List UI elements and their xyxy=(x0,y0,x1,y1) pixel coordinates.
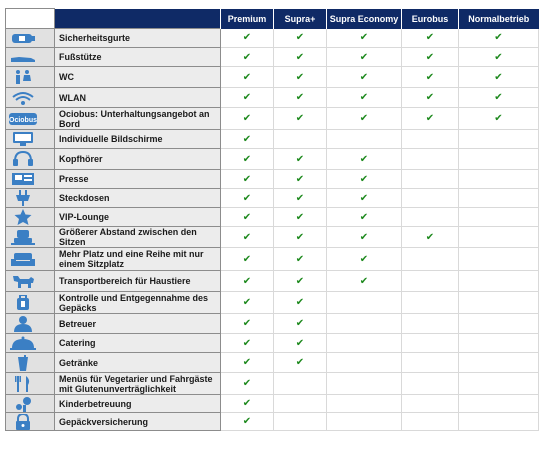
cell-supra-plus xyxy=(274,292,327,314)
cell-supra-plus xyxy=(274,67,327,88)
cell-normalbetrieb xyxy=(459,67,539,88)
cell-eurobus xyxy=(402,353,459,373)
cell-premium xyxy=(221,208,274,227)
cell-premium xyxy=(221,189,274,208)
row-label: Steckdosen xyxy=(55,189,221,208)
cell-premium xyxy=(221,170,274,189)
check-icon: ✔ xyxy=(242,92,252,103)
cell-supra-plus xyxy=(274,108,327,130)
check-icon: ✔ xyxy=(242,398,252,409)
cell-normalbetrieb xyxy=(459,170,539,189)
row-icon-cell xyxy=(6,149,55,170)
cell-supra-economy xyxy=(327,67,402,88)
cell-premium xyxy=(221,248,274,271)
check-icon: ✔ xyxy=(359,173,369,185)
cell-supra-plus xyxy=(274,353,327,373)
cell-eurobus xyxy=(402,149,459,170)
cell-normalbetrieb xyxy=(459,149,539,170)
table-row xyxy=(6,413,539,431)
cell-normalbetrieb xyxy=(459,413,539,431)
cell-normalbetrieb xyxy=(459,227,539,248)
cell-supra-plus xyxy=(274,271,327,292)
childcare-icon xyxy=(9,396,37,412)
check-icon: ✔ xyxy=(359,113,369,124)
cell-normalbetrieb xyxy=(459,395,539,413)
comparison-table-wrapper xyxy=(5,8,538,431)
row-label: Getränke xyxy=(55,353,221,373)
row-icon-cell xyxy=(6,395,55,413)
lock-icon xyxy=(9,414,37,430)
cell-normalbetrieb xyxy=(459,108,539,130)
check-icon: ✔ xyxy=(295,357,305,368)
check-icon: ✔ xyxy=(295,71,305,83)
header-label-cell xyxy=(55,9,221,29)
check-icon: ✔ xyxy=(242,297,252,308)
cell-eurobus xyxy=(402,334,459,353)
row-icon-cell xyxy=(6,248,55,271)
row-icon-cell xyxy=(6,189,55,208)
row-icon-cell xyxy=(6,373,55,395)
cell-supra-economy xyxy=(327,334,402,353)
row-icon-cell xyxy=(6,130,55,149)
cell-premium xyxy=(221,413,274,431)
screen-icon xyxy=(9,131,37,147)
row-label: Größerer Abstand zwischen den Sitzen xyxy=(55,227,221,248)
dog-icon xyxy=(9,273,37,289)
cell-supra-economy xyxy=(327,48,402,67)
wifi-icon xyxy=(9,90,37,106)
cell-normalbetrieb xyxy=(459,88,539,108)
check-icon: ✔ xyxy=(295,113,305,124)
check-icon: ✔ xyxy=(295,297,305,308)
check-icon: ✔ xyxy=(359,211,369,223)
cell-premium xyxy=(221,271,274,292)
headphones-icon xyxy=(9,151,37,167)
cell-supra-plus xyxy=(274,130,327,149)
catering-icon xyxy=(9,335,37,351)
check-icon: ✔ xyxy=(425,71,435,83)
cell-supra-plus xyxy=(274,334,327,353)
cell-supra-economy xyxy=(327,353,402,373)
cell-normalbetrieb xyxy=(459,130,539,149)
cell-premium xyxy=(221,48,274,67)
cell-premium xyxy=(221,29,274,48)
check-icon: ✔ xyxy=(242,113,252,124)
row-label: WLAN xyxy=(55,88,221,108)
cell-supra-economy xyxy=(327,108,402,130)
cell-normalbetrieb xyxy=(459,189,539,208)
row-icon-cell xyxy=(6,29,55,48)
cell-eurobus xyxy=(402,314,459,334)
cell-normalbetrieb xyxy=(459,208,539,227)
check-icon: ✔ xyxy=(242,192,252,204)
check-icon: ✔ xyxy=(242,51,252,63)
cell-premium xyxy=(221,130,274,149)
cell-normalbetrieb xyxy=(459,373,539,395)
check-icon: ✔ xyxy=(425,92,435,103)
cell-supra-economy xyxy=(327,292,402,314)
check-icon: ✔ xyxy=(242,378,252,389)
cell-normalbetrieb xyxy=(459,353,539,373)
column-header-supra-economy: Supra Economy xyxy=(327,9,402,29)
cell-normalbetrieb xyxy=(459,292,539,314)
cell-supra-economy xyxy=(327,227,402,248)
attendant-icon xyxy=(9,316,37,332)
cell-supra-economy xyxy=(327,373,402,395)
check-icon: ✔ xyxy=(295,173,305,185)
row-label: Sicherheitsgurte xyxy=(55,29,221,48)
check-icon: ✔ xyxy=(295,231,305,243)
row-icon-cell xyxy=(6,227,55,248)
cell-supra-plus xyxy=(274,314,327,334)
cell-supra-plus xyxy=(274,248,327,271)
plug-icon xyxy=(9,190,37,206)
cell-supra-plus xyxy=(274,227,327,248)
check-icon: ✔ xyxy=(359,32,369,44)
check-icon: ✔ xyxy=(242,211,252,223)
table-row xyxy=(6,395,539,413)
cell-eurobus xyxy=(402,208,459,227)
seat-space-icon xyxy=(9,229,37,245)
cell-supra-plus xyxy=(274,48,327,67)
check-icon: ✔ xyxy=(242,32,252,44)
check-icon: ✔ xyxy=(242,153,252,165)
cell-supra-plus xyxy=(274,208,327,227)
row-icon-cell xyxy=(6,208,55,227)
check-icon: ✔ xyxy=(359,92,369,103)
cell-supra-plus xyxy=(274,373,327,395)
cell-supra-economy xyxy=(327,130,402,149)
cell-eurobus xyxy=(402,373,459,395)
table-row xyxy=(6,130,539,149)
column-header-premium: Premium xyxy=(221,9,274,29)
cell-supra-economy xyxy=(327,248,402,271)
cell-eurobus xyxy=(402,170,459,189)
row-label: Transportbereich für Haustiere xyxy=(55,271,221,292)
row-label: Kinderbetreuung xyxy=(55,395,221,413)
cell-premium xyxy=(221,292,274,314)
check-icon: ✔ xyxy=(242,357,252,368)
row-icon-cell xyxy=(6,413,55,431)
column-header-eurobus: Eurobus xyxy=(402,9,459,29)
cell-supra-plus xyxy=(274,149,327,170)
check-icon: ✔ xyxy=(425,51,435,63)
cell-eurobus xyxy=(402,130,459,149)
row-icon-cell xyxy=(6,108,55,130)
cell-normalbetrieb xyxy=(459,48,539,67)
check-icon: ✔ xyxy=(359,51,369,63)
table-row xyxy=(6,29,539,48)
luggage-icon xyxy=(9,295,37,311)
table-row xyxy=(6,88,539,108)
row-label: Fußstütze xyxy=(55,48,221,67)
check-icon: ✔ xyxy=(295,51,305,63)
row-label: Mehr Platz und eine Reihe mit nur einem Sitzplatz xyxy=(55,248,221,271)
cell-supra-economy xyxy=(327,413,402,431)
row-label: Catering xyxy=(55,334,221,353)
row-label: Kontrolle und Entgegennahme des Gepäcks xyxy=(55,292,221,314)
check-icon: ✔ xyxy=(494,51,503,63)
row-icon-cell xyxy=(6,334,55,353)
star-icon xyxy=(9,209,37,225)
check-icon: ✔ xyxy=(295,153,305,165)
cell-normalbetrieb xyxy=(459,314,539,334)
cell-eurobus xyxy=(402,29,459,48)
cell-premium xyxy=(221,227,274,248)
table-row xyxy=(6,208,539,227)
cell-eurobus xyxy=(402,271,459,292)
row-icon-cell xyxy=(6,48,55,67)
cell-normalbetrieb xyxy=(459,248,539,271)
row-label: Menüs für Vegetarier und Fahrgäste mit Glutenunverträglichkeit xyxy=(55,373,221,395)
table-row xyxy=(6,108,539,130)
check-icon: ✔ xyxy=(295,318,305,329)
column-header-supra-plus: Supra+ xyxy=(274,9,327,29)
cell-eurobus xyxy=(402,108,459,130)
table-row xyxy=(6,271,539,292)
row-icon-cell xyxy=(6,292,55,314)
cell-normalbetrieb xyxy=(459,271,539,292)
cell-premium xyxy=(221,373,274,395)
cell-premium xyxy=(221,314,274,334)
cell-normalbetrieb xyxy=(459,334,539,353)
check-icon: ✔ xyxy=(242,318,252,329)
cell-eurobus xyxy=(402,189,459,208)
cell-supra-plus xyxy=(274,29,327,48)
cell-eurobus xyxy=(402,227,459,248)
check-icon: ✔ xyxy=(242,173,252,185)
check-icon: ✔ xyxy=(494,71,503,83)
check-icon: ✔ xyxy=(494,113,503,124)
check-icon: ✔ xyxy=(295,253,305,265)
cell-supra-economy xyxy=(327,271,402,292)
row-label: Betreuer xyxy=(55,314,221,334)
cell-supra-plus xyxy=(274,88,327,108)
cell-premium xyxy=(221,149,274,170)
ociobus-logo-text: Ociobus xyxy=(9,116,37,124)
table-row xyxy=(6,248,539,271)
table-row xyxy=(6,227,539,248)
cell-supra-economy xyxy=(327,314,402,334)
check-icon: ✔ xyxy=(359,71,369,83)
row-label: Kopfhörer xyxy=(55,149,221,170)
check-icon: ✔ xyxy=(242,337,252,349)
cell-supra-plus xyxy=(274,395,327,413)
newspaper-icon xyxy=(9,171,37,187)
check-icon: ✔ xyxy=(295,275,305,287)
row-icon-cell xyxy=(6,314,55,334)
cell-eurobus xyxy=(402,88,459,108)
ociobus-logo-icon xyxy=(9,111,37,127)
check-icon: ✔ xyxy=(242,416,252,427)
cell-eurobus xyxy=(402,67,459,88)
cell-premium xyxy=(221,395,274,413)
wc-icon xyxy=(9,69,37,85)
column-header-normalbetrieb: Normalbetrieb xyxy=(459,9,539,29)
row-icon-cell xyxy=(6,271,55,292)
cell-premium xyxy=(221,353,274,373)
check-icon: ✔ xyxy=(425,231,435,243)
check-icon: ✔ xyxy=(242,71,252,83)
check-icon: ✔ xyxy=(295,32,305,44)
row-icon-cell xyxy=(6,88,55,108)
header-row xyxy=(6,9,539,29)
wide-seat-icon xyxy=(9,251,37,267)
cell-supra-economy xyxy=(327,189,402,208)
header-icon-cell xyxy=(6,9,55,29)
cell-supra-plus xyxy=(274,189,327,208)
check-icon: ✔ xyxy=(359,275,369,287)
cell-supra-plus xyxy=(274,170,327,189)
seatbelt-icon xyxy=(9,30,37,46)
row-icon-cell xyxy=(6,353,55,373)
row-label: VIP-Lounge xyxy=(55,208,221,227)
table-row xyxy=(6,149,539,170)
table-row xyxy=(6,170,539,189)
cell-normalbetrieb xyxy=(459,29,539,48)
cell-supra-economy xyxy=(327,149,402,170)
check-icon: ✔ xyxy=(359,231,369,243)
cell-supra-economy xyxy=(327,170,402,189)
check-icon: ✔ xyxy=(295,211,305,223)
cutlery-icon xyxy=(9,376,37,392)
check-icon: ✔ xyxy=(242,253,252,265)
table-row xyxy=(6,314,539,334)
footrest-icon xyxy=(9,49,37,65)
check-icon: ✔ xyxy=(295,192,305,204)
check-icon: ✔ xyxy=(295,337,305,349)
cell-premium xyxy=(221,67,274,88)
row-label: Gepäckversicherung xyxy=(55,413,221,431)
table-row xyxy=(6,292,539,314)
cell-supra-economy xyxy=(327,208,402,227)
cell-eurobus xyxy=(402,48,459,67)
cell-eurobus xyxy=(402,395,459,413)
table-row xyxy=(6,334,539,353)
check-icon: ✔ xyxy=(242,133,252,145)
row-icon-cell xyxy=(6,170,55,189)
row-label: Ociobus: Unterhaltungsangebot an Bord xyxy=(55,108,221,130)
check-icon: ✔ xyxy=(295,92,305,103)
row-icon-cell xyxy=(6,67,55,88)
row-label: WC xyxy=(55,67,221,88)
table-row xyxy=(6,353,539,373)
check-icon: ✔ xyxy=(242,275,252,287)
service-comparison-table xyxy=(5,8,539,431)
cell-eurobus xyxy=(402,248,459,271)
cell-premium xyxy=(221,334,274,353)
drink-icon xyxy=(9,355,37,371)
check-icon: ✔ xyxy=(494,92,503,103)
cell-supra-economy xyxy=(327,88,402,108)
check-icon: ✔ xyxy=(425,32,435,44)
check-icon: ✔ xyxy=(494,32,503,44)
cell-supra-economy xyxy=(327,395,402,413)
table-row xyxy=(6,48,539,67)
comparison-body xyxy=(6,29,539,431)
check-icon: ✔ xyxy=(359,153,369,165)
row-label: Presse xyxy=(55,170,221,189)
check-icon: ✔ xyxy=(242,231,252,243)
row-label: Individuelle Bildschirme xyxy=(55,130,221,149)
cell-premium xyxy=(221,108,274,130)
cell-supra-economy xyxy=(327,29,402,48)
table-row xyxy=(6,189,539,208)
check-icon: ✔ xyxy=(425,113,435,124)
table-row xyxy=(6,373,539,395)
cell-eurobus xyxy=(402,292,459,314)
cell-premium xyxy=(221,88,274,108)
check-icon: ✔ xyxy=(359,253,369,265)
cell-eurobus xyxy=(402,413,459,431)
cell-supra-plus xyxy=(274,413,327,431)
table-row xyxy=(6,67,539,88)
check-icon: ✔ xyxy=(359,192,369,204)
